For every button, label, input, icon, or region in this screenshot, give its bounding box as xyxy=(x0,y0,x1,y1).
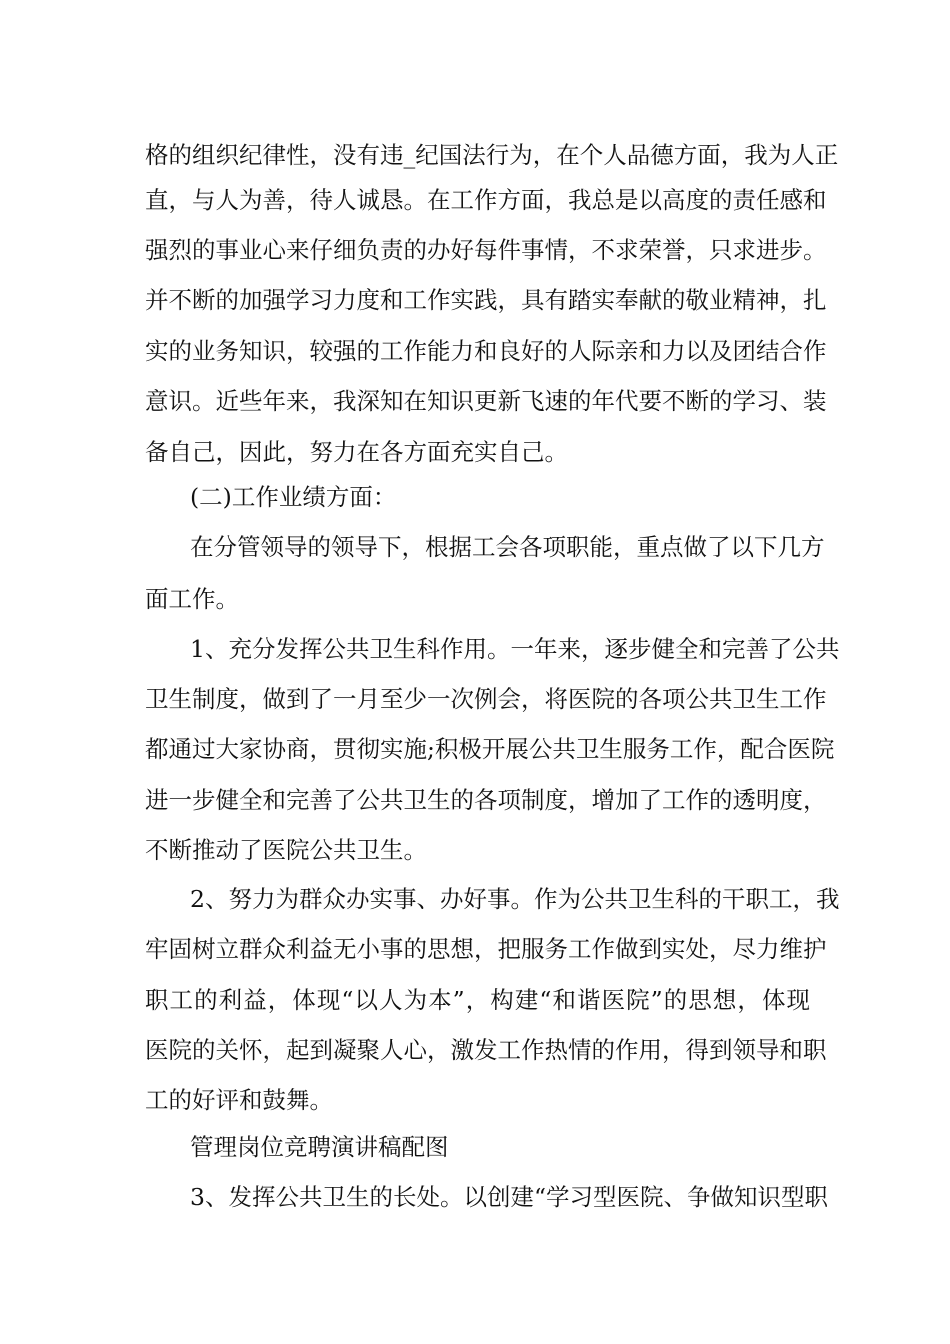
paragraph-line: 直，与人为善，待人诚恳。在工作方面，我总是以高度的责任感和 xyxy=(145,186,827,214)
paragraph-line: 医院的关怀，起到凝聚人心，激发工作热情的作用，得到领导和职 xyxy=(145,1036,827,1064)
list-item-2-first-line: 2、努力为群众办实事、办好事。作为公共卫生科的干职工，我 xyxy=(190,885,840,913)
image-caption: 管理岗位竞聘演讲稿配图 xyxy=(190,1133,449,1161)
paragraph-last-line: 备自己，因此，努力在各方面充实自己。 xyxy=(145,438,568,466)
paragraph-line: 卫生制度，做到了一月至少一次例会，将医院的各项公共卫生工作 xyxy=(145,685,827,713)
section-heading: (二)工作业绩方面： xyxy=(190,483,397,511)
paragraph-line: 并不断的加强学习力度和工作实践，具有踏实奉献的敬业精神，扎 xyxy=(145,286,827,314)
paragraph-line: 职工的利益，体现“以人为本”，构建“和谐医院”的思想，体现 xyxy=(145,986,810,1014)
paragraph-line: 都通过大家协商，贯彻实施;积极开展公共卫生服务工作，配合医院 xyxy=(145,735,835,763)
paragraph-last-line: 面工作。 xyxy=(145,585,239,613)
list-item-1-first-line: 1、充分发挥公共卫生科作用。一年来，逐步健全和完善了公共 xyxy=(190,635,840,663)
paragraph-last-line: 不断推动了医院公共卫生。 xyxy=(145,836,427,864)
paragraph-first-line: 在分管领导的领导下，根据工会各项职能，重点做了以下几方 xyxy=(190,533,825,561)
paragraph-line: 牢固树立群众利益无小事的思想，把服务工作做到实处，尽力维护 xyxy=(145,935,827,963)
list-item-3-first-line: 3、发挥公共卫生的长处。以创建“学习型医院、争做知识型职 xyxy=(190,1183,828,1211)
paragraph-line: 强烈的事业心来仔细负责的办好每件事情，不求荣誉，只求进步。 xyxy=(145,236,827,264)
paragraph-line: 进一步健全和完善了公共卫生的各项制度，增加了工作的透明度， xyxy=(145,786,827,814)
paragraph-line: 意识。近些年来，我深知在知识更新飞速的年代要不断的学习、装 xyxy=(145,387,827,415)
paragraph-last-line: 工的好评和鼓舞。 xyxy=(145,1086,333,1114)
paragraph-line: 实的业务知识，较强的工作能力和良好的人际亲和力以及团结合作 xyxy=(145,337,827,365)
paragraph-line: 格的组织纪律性，没有违_纪国法行为，在个人品德方面，我为人正 xyxy=(145,141,839,169)
